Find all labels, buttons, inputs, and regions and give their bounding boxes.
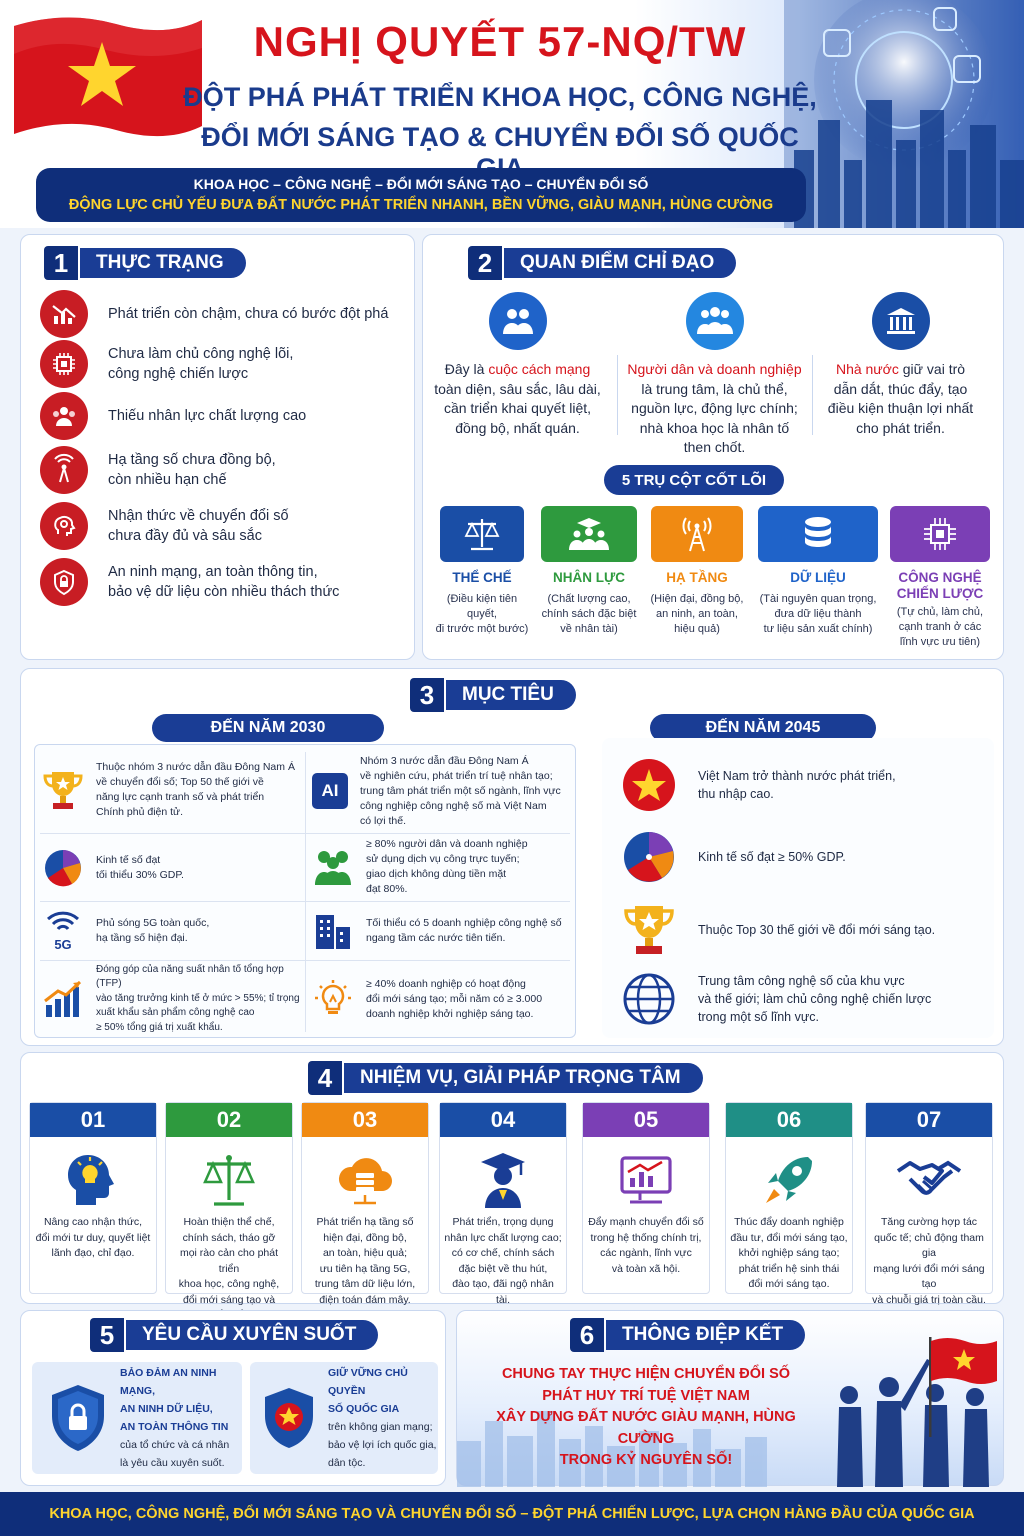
goal-text: Thuộc nhóm 3 nước dẫn đầu Đông Nam Á — [96, 761, 295, 773]
goal-text: doanh nghiệp khởi nghiệp sáng tạo. — [366, 1007, 534, 1020]
list-item — [40, 392, 400, 440]
pillar-desc: (Tài nguyên quan trọng, — [759, 593, 877, 605]
task-text-line: Nâng cao nhận thức, — [43, 1216, 143, 1228]
task-text-line: đặc biệt về thu hút, — [458, 1262, 548, 1275]
list-item — [40, 558, 400, 606]
graduate-icon — [440, 1145, 566, 1215]
task-text-line: an toàn, hiệu quả; — [322, 1247, 408, 1259]
header — [0, 0, 1024, 228]
pillar-name: CÔNG NGHỆ — [898, 570, 982, 585]
task-text-line: Thúc đẩy doanh nghiệp — [734, 1216, 844, 1228]
pillar-label-2 — [535, 570, 643, 637]
message-line: TRONG KỶ NGUYÊN SỐ! — [559, 1452, 733, 1468]
goal-text: Đóng góp của năng suất nhân tố tổng hợp (TFP) — [96, 963, 284, 990]
section-3-heading — [410, 678, 576, 712]
task-number: 07 — [866, 1103, 992, 1137]
page-subtitle-line-2: ĐỔI MỚI SÁNG TẠO & CHUYỂN ĐỔI SỐ QUỐC — [201, 122, 799, 152]
divider — [40, 833, 570, 834]
section-2-heading — [468, 246, 736, 280]
antenna-icon — [40, 446, 88, 494]
goal-text: đạt 80%. — [366, 883, 408, 895]
pillar-desc: (Tự chủ, làm chủ, — [896, 606, 984, 618]
task-card — [439, 1102, 567, 1306]
list-item — [40, 340, 400, 388]
task-number: 05 — [583, 1103, 709, 1137]
view-text: điều kiện thuận lợi nhất — [827, 400, 974, 416]
pillar-label-3 — [643, 570, 751, 637]
pillar-name: CHIẾN LƯỢC — [896, 586, 984, 601]
section-1-heading — [44, 246, 246, 280]
pillar-label-1 — [432, 570, 532, 637]
pillar-color-box — [758, 506, 878, 562]
goal-text: tối thiểu 30% GDP. — [96, 869, 184, 881]
view-text: là trung tâm, là chủ thể, — [641, 380, 788, 397]
handshake-icon — [866, 1145, 992, 1215]
task-text-line: ưu tiên hạ tầng 5G, — [319, 1262, 411, 1275]
pillar-label-4 — [752, 570, 884, 637]
buildings-icon — [312, 911, 354, 951]
goal-text: về chuyển đổi số; Top 50 thế giới về — [96, 776, 264, 788]
goal-text: sử dụng dịch vụ công trực tuyến; — [366, 853, 520, 865]
slogan-line-1: KHOA HỌC – CÔNG NGHỆ – ĐỔI MỚI SÁNG TẠO – CHUYỂN ĐỔI SỐ — [193, 176, 649, 192]
section-number: 2 — [468, 246, 502, 280]
pillar-desc: cạnh tranh ở các — [898, 621, 982, 633]
pie-chart-icon — [42, 847, 84, 889]
requirement-caption: AN NINH DỮ LIỆU, — [120, 1403, 213, 1415]
5g-label: 5G — [54, 936, 72, 952]
message-line: PHÁT HUY TRÍ TUỆ VIỆT NAM — [542, 1387, 750, 1404]
chip-icon — [921, 515, 959, 553]
pillar-desc: đi trước một bước) — [435, 623, 529, 635]
task-text-line: trung tâm dữ liệu lớn, — [314, 1278, 416, 1290]
goal-text: Việt Nam trở thành nước phát triển, — [698, 769, 896, 783]
goal-text: Chính phủ điện tử. — [96, 806, 184, 818]
crowd-icon — [686, 292, 744, 350]
goal-text: công nghiệp công nghệ số mà Việt Nam — [360, 799, 547, 812]
requirement-text: trên không gian mạng; — [328, 1421, 433, 1433]
task-text-line: mọi rào cản cho phát triển — [179, 1247, 279, 1275]
goal-text: giao dịch không dùng tiền mặt — [366, 868, 507, 880]
head-bulb-icon — [30, 1145, 156, 1215]
shield-lock-icon — [46, 1382, 110, 1454]
view-highlight: Nhà nước — [835, 361, 899, 377]
pillar-desc: lĩnh vực ưu tiên) — [899, 636, 981, 648]
section-title: YÊU CẦU XUYÊN SUỐT — [126, 1320, 378, 1350]
section-5-heading — [90, 1318, 378, 1352]
requirement-caption: GIỮ VỮNG CHỦ QUYỀN — [328, 1367, 408, 1397]
task-text-line: Phát triển, trọng dụng — [452, 1216, 554, 1228]
task-text-line: quốc tế; chủ động tham gia — [874, 1231, 984, 1259]
task-text-line: nhân lực chất lượng cao; — [444, 1231, 562, 1244]
users-group-icon — [312, 847, 354, 887]
goal-2030-item — [312, 905, 574, 957]
task-text-line: đầu tư, đổi mới sáng tạo, — [730, 1231, 848, 1244]
goal-text: Kinh tế số đạt ≥ 50% GDP. — [698, 850, 846, 864]
view-text: cần triển khai quyết liệt, — [443, 400, 592, 416]
pillar-institution — [440, 506, 524, 562]
section-number: 4 — [308, 1061, 342, 1095]
view-text: Đây là — [444, 361, 489, 377]
pillar-desc: an ninh, an toàn, — [656, 608, 738, 620]
requirement-caption: SỐ QUỐC GIA — [328, 1403, 400, 1415]
task-description — [302, 1215, 428, 1308]
task-description — [440, 1215, 566, 1308]
item-text: Thiếu nhân lực chất lượng cao — [108, 408, 307, 424]
task-text-line: chính sách, tháo gỡ — [182, 1231, 276, 1244]
vietnam-flag-icon — [6, 8, 206, 148]
section-title: THỰC TRẠNG — [80, 248, 246, 278]
task-number: 03 — [302, 1103, 428, 1137]
item-text: còn nhiều hạn chế — [108, 472, 227, 488]
goal-text: ≥ 40% doanh nghiệp có hoạt động — [366, 977, 526, 990]
section-4-heading — [308, 1061, 703, 1095]
pillar-name: DỮ LIỆU — [790, 570, 846, 585]
goal-2030-item — [42, 838, 302, 898]
task-text-line: mạng lưới đổi mới sáng tạo — [873, 1262, 985, 1290]
view-text: toàn diện, sâu sắc, lâu dài, — [434, 380, 601, 397]
pillar-desc: tư liệu sản xuất chính) — [763, 623, 873, 635]
year-2030-pill: ĐẾN NĂM 2030 — [152, 714, 384, 742]
goal-2045-item — [622, 972, 962, 1026]
section-title: NHIỆM VỤ, GIẢI PHÁP TRỌNG TÂM — [344, 1063, 703, 1093]
goal-text: xuất khẩu sản phẩm công nghệ cao — [96, 1007, 255, 1019]
list-item — [40, 502, 400, 550]
pillar-desc: chính sách đặc biệt — [541, 608, 637, 620]
wifi-5g-icon — [42, 911, 84, 952]
goal-2045-item — [622, 830, 962, 884]
section-number: 5 — [90, 1318, 124, 1352]
task-card — [29, 1102, 157, 1294]
chip-icon — [40, 340, 88, 388]
goal-2030-item — [312, 964, 574, 1034]
scales-icon — [166, 1145, 292, 1215]
task-card — [725, 1102, 853, 1294]
page-subtitle-line-1: ĐỘT PHÁ PHÁT TRIỂN KHOA HỌC, CÔNG NGHỆ, — [183, 82, 817, 112]
section-6-heading — [570, 1318, 805, 1352]
lightbulb-icon — [312, 978, 354, 1020]
year-2045-pill: ĐẾN NĂM 2045 — [650, 714, 876, 742]
task-card — [301, 1102, 429, 1306]
pie-chart-icon — [622, 830, 676, 884]
goal-2030-item — [42, 905, 302, 957]
globe-icon — [622, 972, 676, 1026]
view-highlight: Người dân và doanh nghiệp — [627, 361, 802, 377]
pillar-desc: đưa dữ liệu thành — [774, 608, 862, 620]
task-text-line: và chuỗi giá trị toàn cầu. — [872, 1293, 986, 1306]
goal-2045-item — [622, 902, 962, 958]
goal-text: đổi mới sáng tạo; mỗi năm có ≥ 3.000 — [366, 992, 543, 1005]
task-text-line: điện toán đám mây. — [319, 1293, 411, 1306]
list-item — [40, 446, 400, 494]
goal-2045-item — [622, 758, 962, 812]
view-text: then chốt. — [683, 439, 746, 455]
divider — [40, 960, 570, 961]
task-text-line: hiện đại, đồng bộ, — [323, 1231, 407, 1244]
rocket-icon — [726, 1145, 852, 1215]
goal-2030-item — [42, 964, 302, 1034]
pillar-desc: về nhân tài) — [560, 623, 618, 635]
divider — [617, 355, 618, 435]
task-text-line: đổi mới sáng tạo và — [182, 1293, 276, 1306]
task-text-line: các ngành, lĩnh vực — [600, 1247, 692, 1259]
pillar-color-box — [440, 506, 524, 562]
task-text-line: khởi nghiệp sáng tạo; — [738, 1247, 840, 1259]
view-text: giữ vai trò — [898, 361, 966, 377]
task-text-line: đổi mới tư duy, quyết liệt — [35, 1231, 151, 1244]
task-text-line: Tăng cường hợp tác — [880, 1216, 978, 1228]
pillar-infrastructure — [651, 506, 743, 562]
people-icon — [40, 392, 88, 440]
item-text: bảo vệ dữ liệu còn nhiều thách thức — [108, 584, 340, 600]
item-text: Chưa làm chủ công nghệ lõi, — [108, 346, 294, 362]
requirement-caption: BẢO ĐẢM AN NINH MẠNG, — [120, 1367, 217, 1397]
task-number: 02 — [166, 1103, 292, 1137]
task-description — [166, 1215, 292, 1324]
shield-star-icon — [260, 1385, 318, 1451]
task-card — [582, 1102, 710, 1294]
goal-text: và thế giới; làm chủ công nghệ chiến lược — [698, 992, 932, 1006]
scales-icon — [463, 516, 501, 552]
tower-icon — [679, 515, 715, 553]
section-number: 6 — [570, 1318, 604, 1352]
goal-text: Phủ sóng 5G toàn quốc, — [96, 917, 210, 929]
pillar-data — [758, 506, 878, 562]
goal-text: vào tăng trưởng kinh tế ở mức > 55%; tỉ trọng — [96, 992, 300, 1004]
requirement-1 — [32, 1362, 242, 1474]
pillar-human — [541, 506, 637, 562]
requirement-text: của tổ chức và cá nhân — [120, 1439, 230, 1451]
slogan-banner — [36, 168, 806, 222]
message-line: XÂY DỰNG ĐẤT NƯỚC GIÀU MẠNH, HÙNG CƯỜNG — [496, 1409, 796, 1447]
requirement-2 — [250, 1362, 438, 1474]
task-text-line: Phát triển hạ tầng số — [316, 1216, 414, 1228]
goal-text: Tối thiểu có 5 doanh nghiệp công nghệ số — [366, 917, 562, 929]
view-text: đồng bộ, nhất quán. — [455, 419, 580, 436]
pillar-desc: (Hiện đại, đồng bộ, — [650, 593, 744, 605]
goal-text: Trung tâm công nghệ số của khu vực — [698, 974, 905, 988]
goal-text: ≥ 50% tổng giá trị xuất khẩu. — [96, 1021, 223, 1033]
trophy-icon — [622, 902, 676, 958]
pillar-desc: hiệu quả) — [674, 623, 720, 635]
pillar-label-5 — [886, 570, 994, 650]
vietnam-star-icon — [622, 758, 676, 812]
item-text: chưa đầy đủ và sâu sắc — [108, 528, 262, 544]
goal-text: ≥ 80% người dân và doanh nghiệp — [366, 838, 528, 850]
pillar-color-box — [651, 506, 743, 562]
item-text: Nhận thức về chuyển đổi số — [108, 508, 289, 524]
goal-text: Nhóm 3 nước dẫn đầu Đông Nam Á — [360, 754, 529, 767]
task-text-line: có cơ chế, chính sách — [451, 1247, 555, 1259]
database-icon — [801, 515, 835, 553]
task-text-line: đổi mới sáng tạo. — [748, 1278, 830, 1290]
goal-text: trong một số lĩnh vực. — [698, 1010, 819, 1024]
list-item — [40, 290, 400, 338]
task-text-line: lãnh đạo, chỉ đạo. — [51, 1247, 135, 1259]
goal-2030-item — [42, 752, 302, 828]
growth-chart-icon — [42, 979, 84, 1019]
item-text: công nghệ chiến lược — [108, 366, 249, 382]
section-title: THÔNG ĐIỆP KẾT — [606, 1320, 805, 1350]
footer-banner: KHOA HỌC, CÔNG NGHỆ, ĐỔI MỚI SÁNG TẠO VÀ CHUYỂN ĐỔI SỐ – ĐỘT PHÁ CHIẾN LƯỢC, LỰA CHỌN HÀNG ĐẦU CỦA QUỐC GIA — [0, 1492, 1024, 1536]
goal-2030-item — [312, 836, 574, 898]
pillars-title: 5 TRỤ CỘT CỐT LÕI — [604, 465, 784, 495]
item-text: Phát triển còn chậm, chưa có bước đột phá — [108, 306, 389, 322]
task-description — [583, 1215, 709, 1277]
view-text: nhà khoa học là nhân tố — [639, 419, 790, 436]
pillar-color-box — [541, 506, 637, 562]
section-number: 1 — [44, 246, 78, 280]
task-description — [726, 1215, 852, 1293]
pillar-color-box — [890, 506, 990, 562]
page-title: NGHỊ QUYẾT 57-NQ/TW — [253, 18, 747, 65]
graduate-group-icon — [567, 516, 611, 552]
goal-text: trung tâm phát triển một số ngành, lĩnh vực — [360, 784, 561, 797]
task-description — [866, 1215, 992, 1308]
goal-text: thu nhập cao. — [698, 787, 774, 801]
item-text: Hạ tầng số chưa đồng bộ, — [108, 452, 276, 468]
task-number: 04 — [440, 1103, 566, 1137]
pillar-desc: (Điều kiện tiên quyết, — [446, 593, 518, 620]
chart-down-icon — [40, 290, 88, 338]
task-number: 01 — [30, 1103, 156, 1137]
task-text-line: phát triển hệ sinh thái — [738, 1262, 840, 1275]
viewpoint-1 — [425, 292, 610, 438]
goal-text: có lợi thế. — [360, 814, 406, 827]
task-text-line: và toàn xã hội. — [611, 1262, 681, 1275]
requirement-text: dân tộc. — [328, 1457, 366, 1469]
task-text-line: trong hệ thống chính trị, — [590, 1231, 702, 1244]
monitor-chart-icon — [583, 1145, 709, 1215]
goal-text: ngang tầm các nước tiên tiến. — [366, 932, 506, 944]
government-building-icon — [872, 292, 930, 350]
slogan-line-2: ĐỘNG LỰC CHỦ YẾU ĐƯA ĐẤT NƯỚC PHÁT TRIỂN NHANH, BỀN VỮNG, GIÀU MẠNH, HÙNG CƯỜNG — [68, 197, 774, 213]
goal-2030-item — [312, 752, 574, 830]
view-text: dẫn dắt, thúc đẩy, tạo — [833, 380, 968, 397]
task-text-line: đào tạo, đãi ngộ nhân tài. — [452, 1278, 554, 1306]
section-number: 3 — [410, 678, 444, 712]
viewpoint-2 — [622, 292, 807, 458]
divider — [40, 901, 570, 902]
task-description — [30, 1215, 156, 1262]
task-text-line: Hoàn thiện thể chế, — [183, 1216, 275, 1228]
goal-text: Thuộc Top 30 thế giới về đổi mới sáng tạo. — [698, 923, 936, 937]
section-title: QUAN ĐIỂM CHỈ ĐẠO — [504, 248, 736, 278]
pillar-name: THỂ CHẾ — [452, 570, 512, 585]
closing-message — [466, 1364, 826, 1472]
brain-gear-icon — [40, 502, 88, 550]
wifi-icon — [45, 911, 81, 933]
viewpoint-3 — [808, 292, 993, 438]
goal-text: Kinh tế số đạt — [96, 854, 161, 866]
view-text: cho phát triển. — [856, 419, 945, 436]
task-number: 06 — [726, 1103, 852, 1137]
shield-lock-icon — [40, 558, 88, 606]
task-text-line: khoa học, công nghệ, — [178, 1278, 280, 1290]
divider — [305, 752, 306, 1032]
task-card — [165, 1102, 293, 1306]
section-title: MỤC TIÊU — [446, 680, 576, 710]
tech-city-illustration — [784, 0, 1024, 228]
view-text: nguồn lực, động lực chính; — [631, 400, 798, 416]
requirement-caption: AN TOÀN THÔNG TIN — [120, 1421, 229, 1433]
item-text: An ninh mạng, an toàn thông tin, — [108, 564, 318, 580]
task-card — [865, 1102, 993, 1306]
ai-chip-icon: AI — [312, 773, 348, 809]
trophy-icon — [42, 768, 84, 812]
message-line: CHUNG TAY THỰC HIỆN CHUYỂN ĐỔI SỐ — [501, 1366, 791, 1382]
requirement-text: bảo vệ lợi ích quốc gia, — [328, 1439, 437, 1451]
view-highlight: cuộc cách mạng — [488, 361, 591, 377]
task-text-line: Đẩy mạnh chuyển đổi số — [588, 1216, 704, 1228]
group-people-icon — [489, 292, 547, 350]
requirement-text: là yêu cầu xuyên suốt. — [120, 1457, 225, 1469]
goal-text: về nghiên cứu, phát triển trí tuệ nhân tạo; — [360, 769, 553, 782]
pillar-name: HẠ TẦNG — [666, 570, 728, 585]
pillar-desc: (Chất lượng cao, — [547, 593, 631, 605]
pillar-strategic-tech — [890, 506, 990, 562]
goal-text: hạ tầng số hiện đại. — [96, 932, 188, 944]
cloud-server-icon — [302, 1145, 428, 1215]
goal-text: năng lực cạnh tranh số và phát triển — [96, 791, 265, 803]
pillar-name: NHÂN LỰC — [553, 570, 625, 585]
